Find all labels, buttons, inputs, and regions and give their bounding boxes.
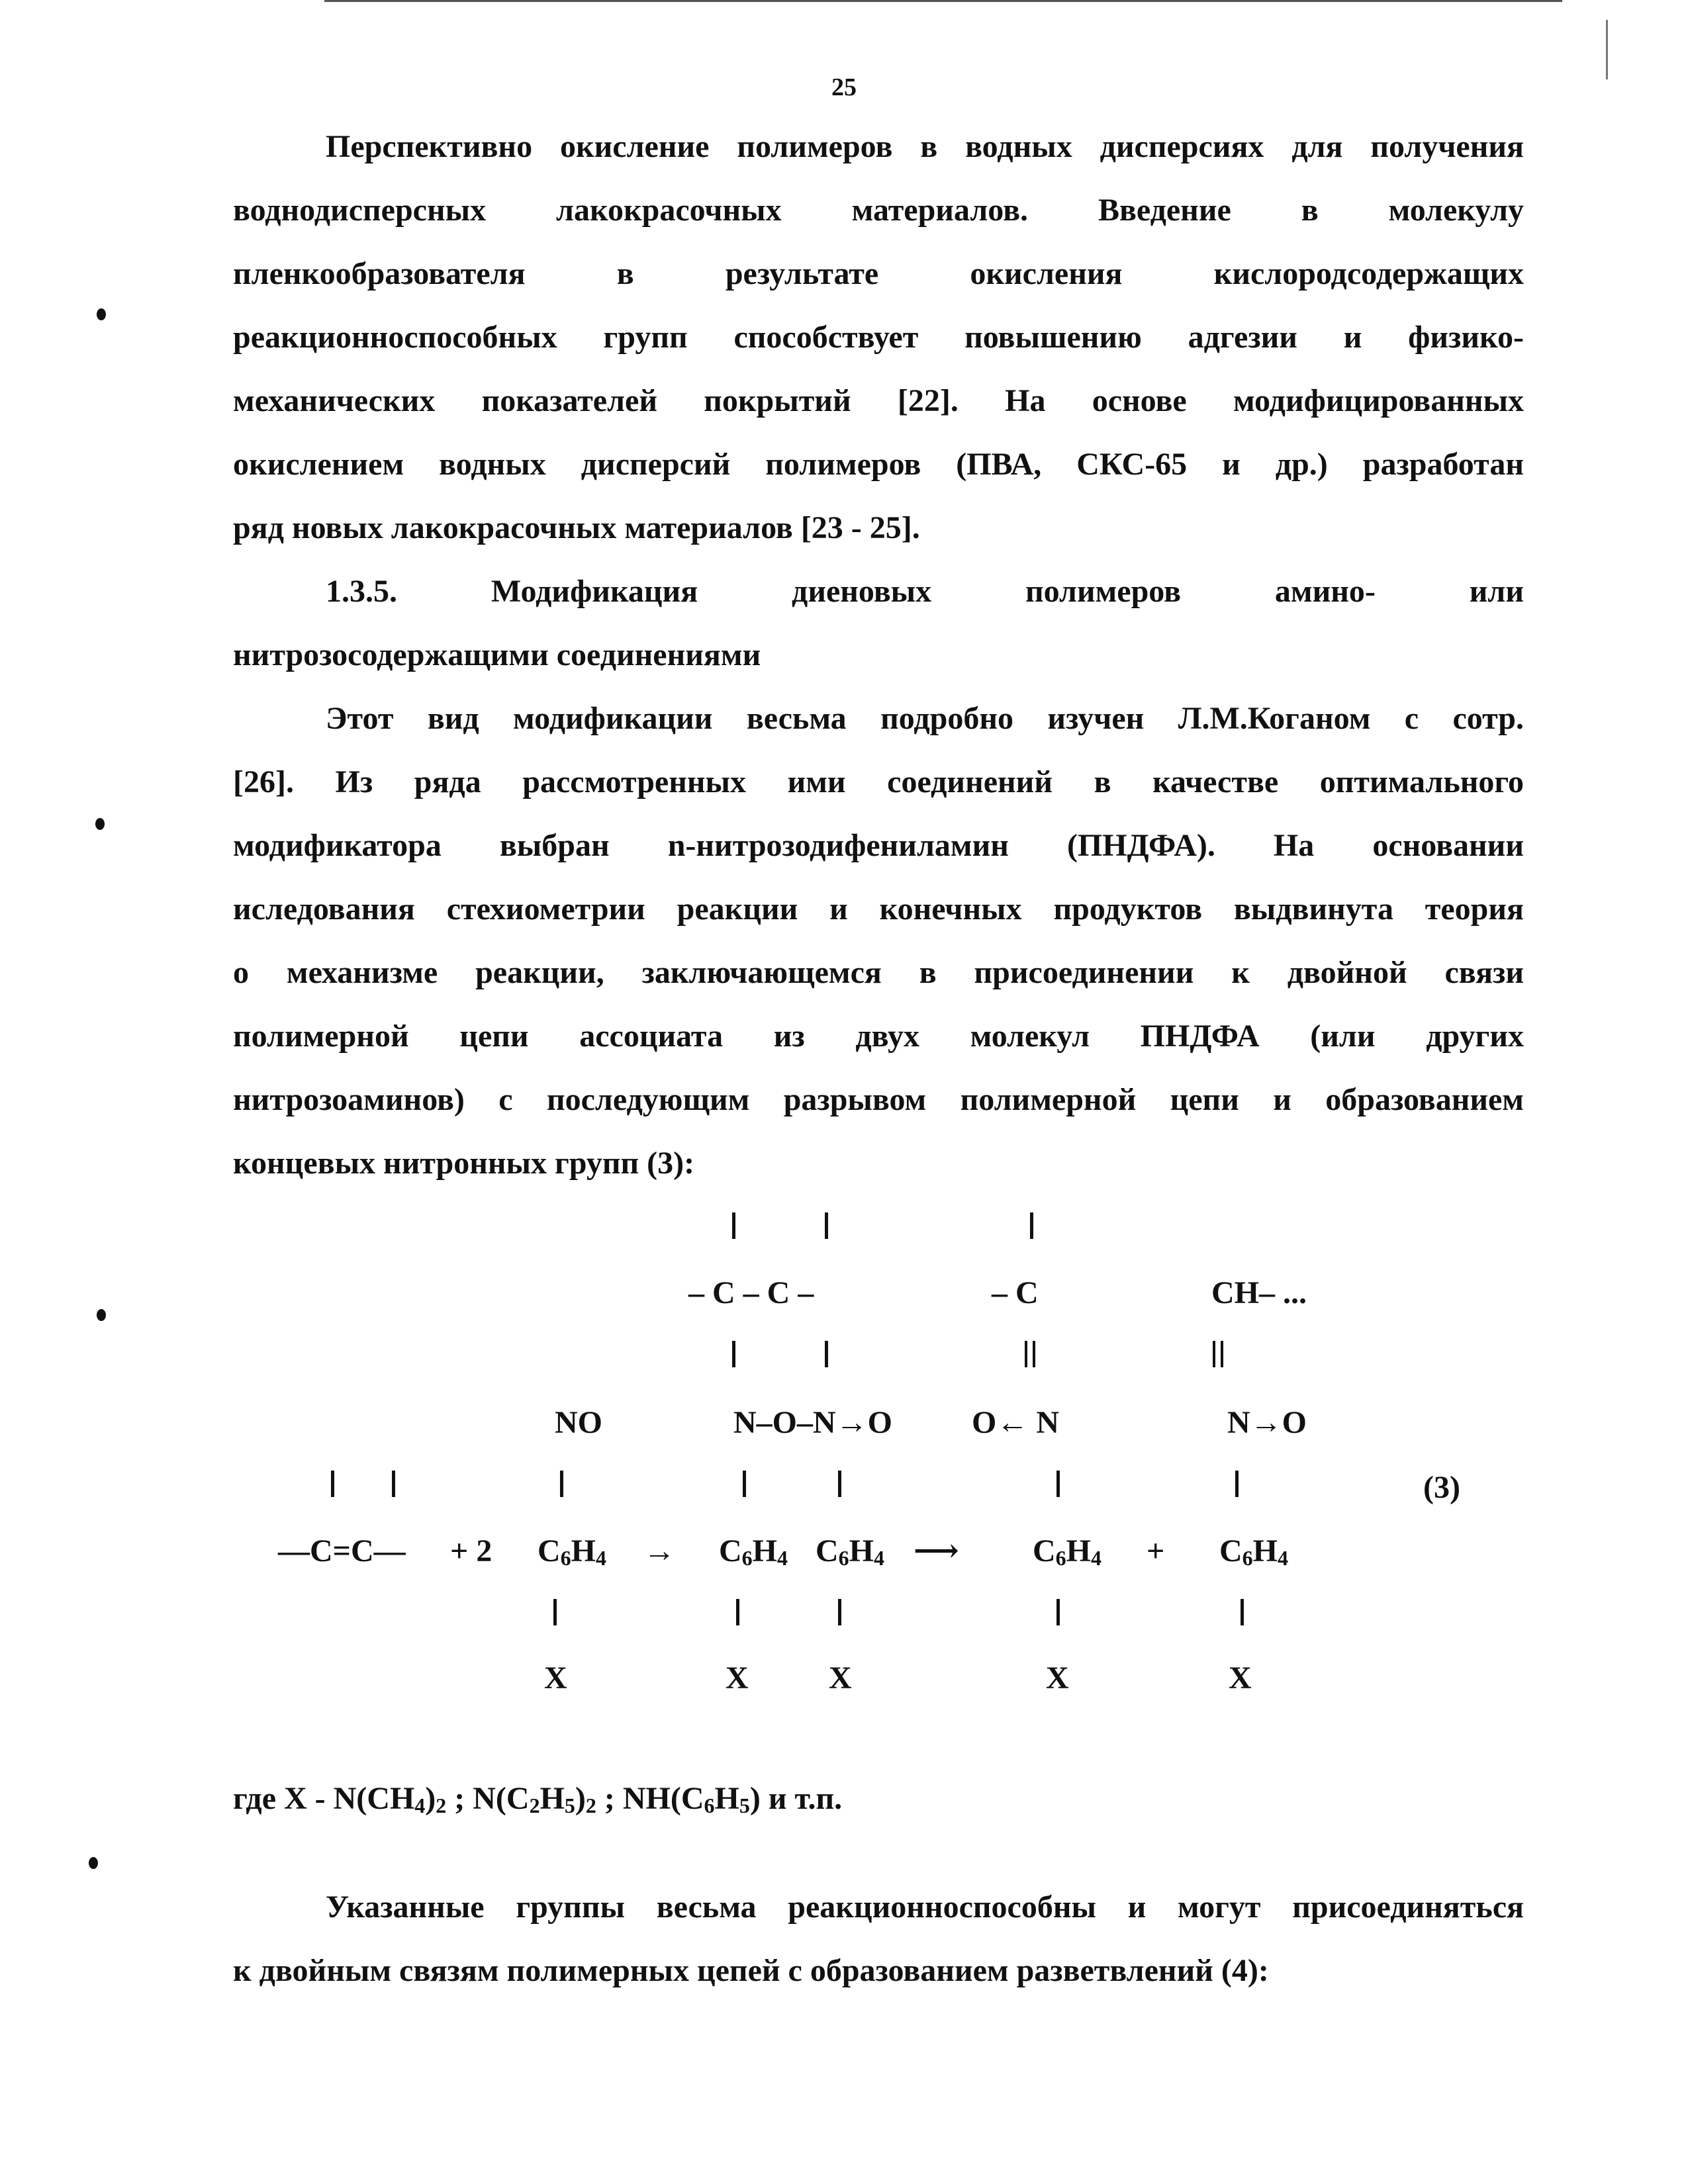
bond-bar bbox=[1030, 1212, 1033, 1239]
text-line: ряд новых лакокрасочных материалов [23 - 25]. bbox=[233, 510, 920, 545]
text-line: Указанные группы весьма реакционноспособны и могут присоединяться bbox=[326, 1889, 1524, 1925]
bond-bar bbox=[1235, 1471, 1239, 1497]
bond-bar bbox=[392, 1471, 395, 1497]
product-aryl: $C_6H_4$ bbox=[1219, 1533, 1289, 1570]
text-line: [26]. Из ряда рассмотренных ими соединений в качестве оптимального bbox=[233, 764, 1524, 799]
bond-bar bbox=[1241, 1599, 1244, 1625]
top-rule bbox=[324, 0, 1562, 2]
substituent-x: X bbox=[829, 1661, 852, 1696]
scan-edge-mark bbox=[1606, 20, 1608, 79]
section-heading bbox=[233, 560, 1524, 687]
text-line: механических показателей покрытий [22]. На основе модифицированных bbox=[233, 383, 1524, 418]
bond-bar bbox=[736, 1599, 739, 1625]
substituent-x: X bbox=[726, 1661, 749, 1696]
bond-bar bbox=[553, 1599, 557, 1625]
bond-bar bbox=[560, 1471, 563, 1497]
text-line: окислением водных дисперсий полимеров (ПВА, СКС-65 и др.) разработан bbox=[233, 447, 1524, 482]
substituent-x: X bbox=[544, 1661, 567, 1696]
binding-hole-mark bbox=[97, 308, 106, 320]
nitroso-group: NO bbox=[555, 1405, 602, 1440]
adduct-aryl: $C_6H_4$ bbox=[816, 1533, 885, 1570]
text-line: модификатора выбран n-нитрозодифениламин (ПНДФА). На основании bbox=[233, 828, 1524, 863]
text-line: о механизме реакции, заключающемся в присоединении к двойной связи bbox=[233, 955, 1524, 990]
plus-two: + 2 bbox=[450, 1533, 492, 1569]
paragraph-branching bbox=[233, 1876, 1524, 2003]
product-chain: – C bbox=[992, 1275, 1039, 1310]
bond-bar bbox=[838, 1599, 841, 1625]
page-number: 25 bbox=[831, 73, 857, 101]
binding-hole-mark bbox=[95, 818, 105, 830]
heading-line: нитрозосодержащими соединениями bbox=[233, 637, 761, 672]
product-chain: CH– ... bbox=[1211, 1275, 1307, 1310]
nitrone-group: N→O bbox=[1227, 1405, 1307, 1440]
adduct-aryl: $C_6H_4$ bbox=[719, 1533, 788, 1570]
text-line: Этот вид модификации весьма подробно изучен Л.М.Коганом с сотр. bbox=[326, 701, 1524, 736]
text-line: Перспективно окисление полимеров в водных дисперсиях для получения bbox=[326, 129, 1524, 164]
bond-bar bbox=[1056, 1599, 1060, 1625]
text-line: полимерной цепи ассоциата из двух молекул ПНДФА (или других bbox=[233, 1019, 1524, 1054]
bond-bar bbox=[732, 1212, 735, 1239]
substituent-x: X bbox=[1229, 1661, 1252, 1696]
alkene: —C=C— bbox=[278, 1533, 406, 1569]
equation-number: (3) bbox=[1423, 1470, 1460, 1505]
plus-sign: + bbox=[1147, 1533, 1165, 1569]
substituent-definition: где X - $N(CH_4)_2$ ; $N(C_2H_5)_2$ ; $NH(C_6H_5)$ и т.п. bbox=[233, 1781, 843, 1817]
binding-hole-mark bbox=[89, 1857, 98, 1869]
heading-line: 1.3.5. Модификация диеновых полимеров амино- или bbox=[326, 574, 1524, 609]
bond-bar bbox=[732, 1341, 735, 1367]
text-line: иcледования стехиометрии реакции и конечных продуктов выдвинута теория bbox=[233, 891, 1524, 927]
binding-hole-mark bbox=[97, 1309, 106, 1321]
bond-bar bbox=[1056, 1471, 1060, 1497]
text-line: воднодисперсных лакокрасочных материалов. Введение в молекулу bbox=[233, 193, 1524, 228]
double-bond bbox=[1213, 1341, 1223, 1367]
text-line: реакционноспособных групп способствует повышению адгезии и физико- bbox=[233, 320, 1524, 355]
text-line: пленкообразователя в результате окисления кислородсодержащих bbox=[233, 256, 1524, 291]
bond-bar bbox=[743, 1471, 746, 1497]
bond-bar bbox=[825, 1341, 828, 1367]
double-bond bbox=[1025, 1341, 1035, 1367]
product-chain: – C – C – bbox=[688, 1275, 814, 1310]
paragraph-kogan bbox=[233, 687, 1524, 1195]
bond-bar bbox=[331, 1471, 334, 1497]
reagent-aryl: $C_6H_4$ bbox=[538, 1533, 607, 1570]
substituent-x: X bbox=[1046, 1661, 1069, 1696]
reaction-arrow: → bbox=[643, 1533, 675, 1569]
bond-bar bbox=[838, 1471, 841, 1497]
product-aryl: $C_6H_4$ bbox=[1033, 1533, 1102, 1570]
text-line: нитрозоаминов) с последующим разрывом полимерной цепи и образованием bbox=[233, 1082, 1524, 1117]
nitrone-group: O← N bbox=[972, 1405, 1059, 1440]
bond-bar bbox=[825, 1212, 828, 1239]
paragraph-oxidation bbox=[233, 115, 1524, 560]
reaction-arrow: ⟶ bbox=[914, 1533, 959, 1569]
text-line: к двойным связям полимерных цепей с образованием разветвлений (4): bbox=[233, 1953, 1269, 1988]
text-line: концевых нитронных групп (3): bbox=[233, 1146, 695, 1181]
adduct-group: N–O–N→O bbox=[733, 1405, 892, 1440]
